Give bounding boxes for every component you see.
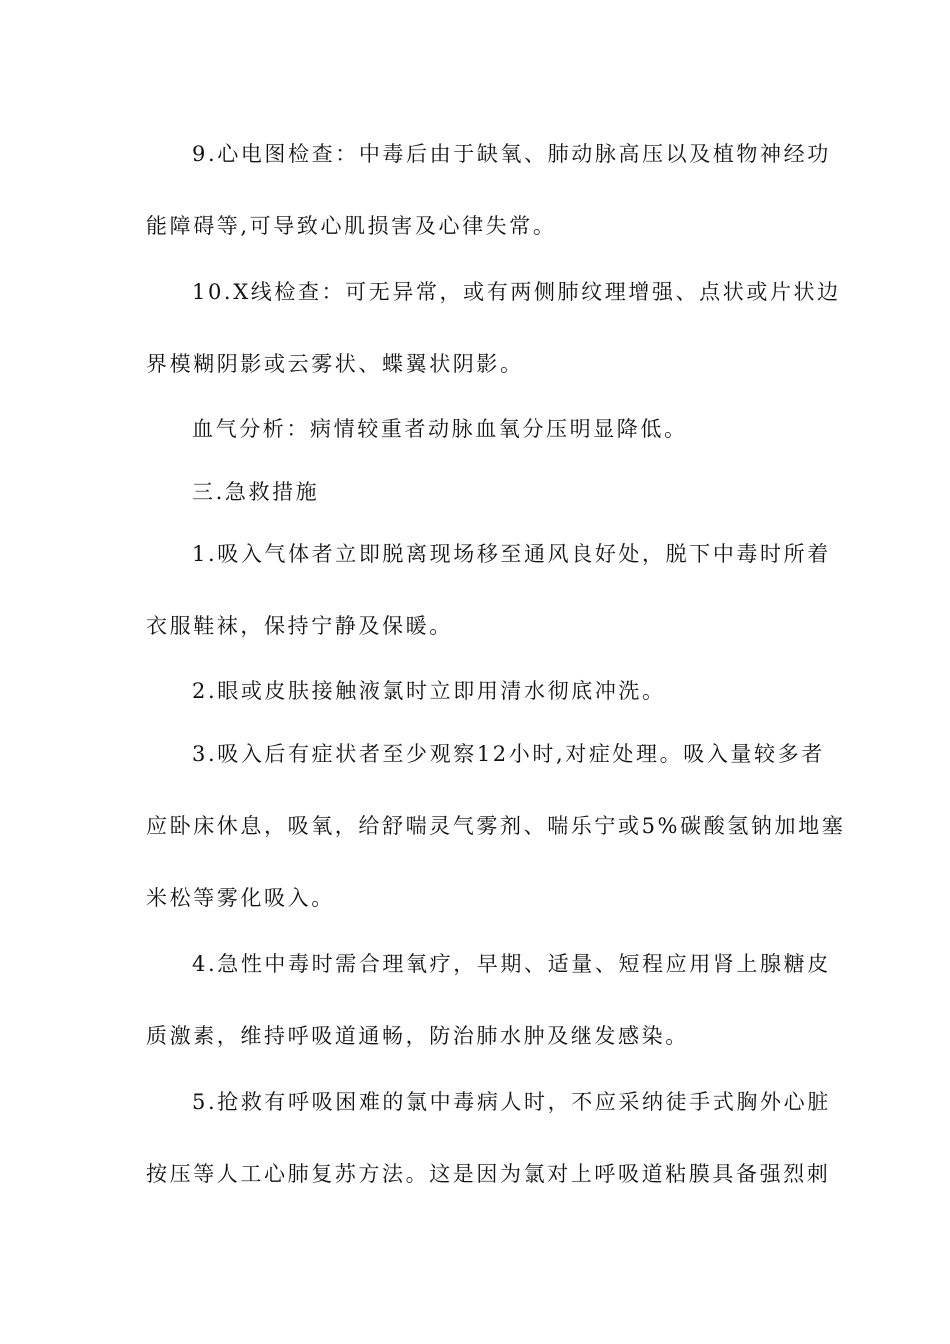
paragraph-item-2: 2.眼或皮肤接触液氯时立即用清水彻底冲洗。 [192,679,666,703]
paragraph-item-5-line-2: 按压等人工心肺复苏方法。这是因为氯对上呼吸道粘膜具备强烈刺 [146,1162,831,1186]
paragraph-item-3-line-3: 米松等雾化吸入。 [146,886,335,910]
paragraph-ecg-line-1: 9.心电图检查：中毒后由于缺氧、肺动脉高压以及植物神经功 [192,142,831,166]
paragraph-item-3-line-2: 应卧床休息，吸氧，给舒喘灵气雾剂、喘乐宁或5%碳酸氢钠加地塞 [146,814,846,838]
paragraph-item-4-line-2: 质激素，维持呼吸道通畅，防治肺水肿及继发感染。 [146,1024,689,1048]
paragraph-xray-line-2: 界模糊阴影或云雾状、蝶翼状阴影。 [146,352,524,376]
paragraph-item-4-line-1: 4.急性中毒时需合理氧疗，早期、适量、短程应用肾上腺糖皮 [192,952,831,976]
paragraph-blood-gas: 血气分析：病情较重者动脉血氧分压明显降低。 [192,417,688,441]
paragraph-item-5-line-1: 5.抢救有呼吸困难的氯中毒病人时，不应采纳徒手式胸外心脏 [192,1090,831,1114]
paragraph-item-3-line-1: 3.吸入后有症状者至少观察12小时,对症处理。吸入量较多者 [192,742,825,766]
paragraph-item-1-line-2: 衣服鞋袜，保持宁静及保暖。 [146,614,453,638]
paragraph-ecg-line-2: 能障碍等,可导致心肌损害及心律失常。 [146,214,557,238]
section-heading-first-aid: 三.急救措施 [192,480,320,504]
paragraph-xray-line-1: 10.X线检查：可无异常，或有两侧肺纹理增强、点状或片状边 [192,280,841,304]
paragraph-item-1-line-1: 1.吸入气体者立即脱离现场移至通风良好处，脱下中毒时所着 [192,542,831,566]
